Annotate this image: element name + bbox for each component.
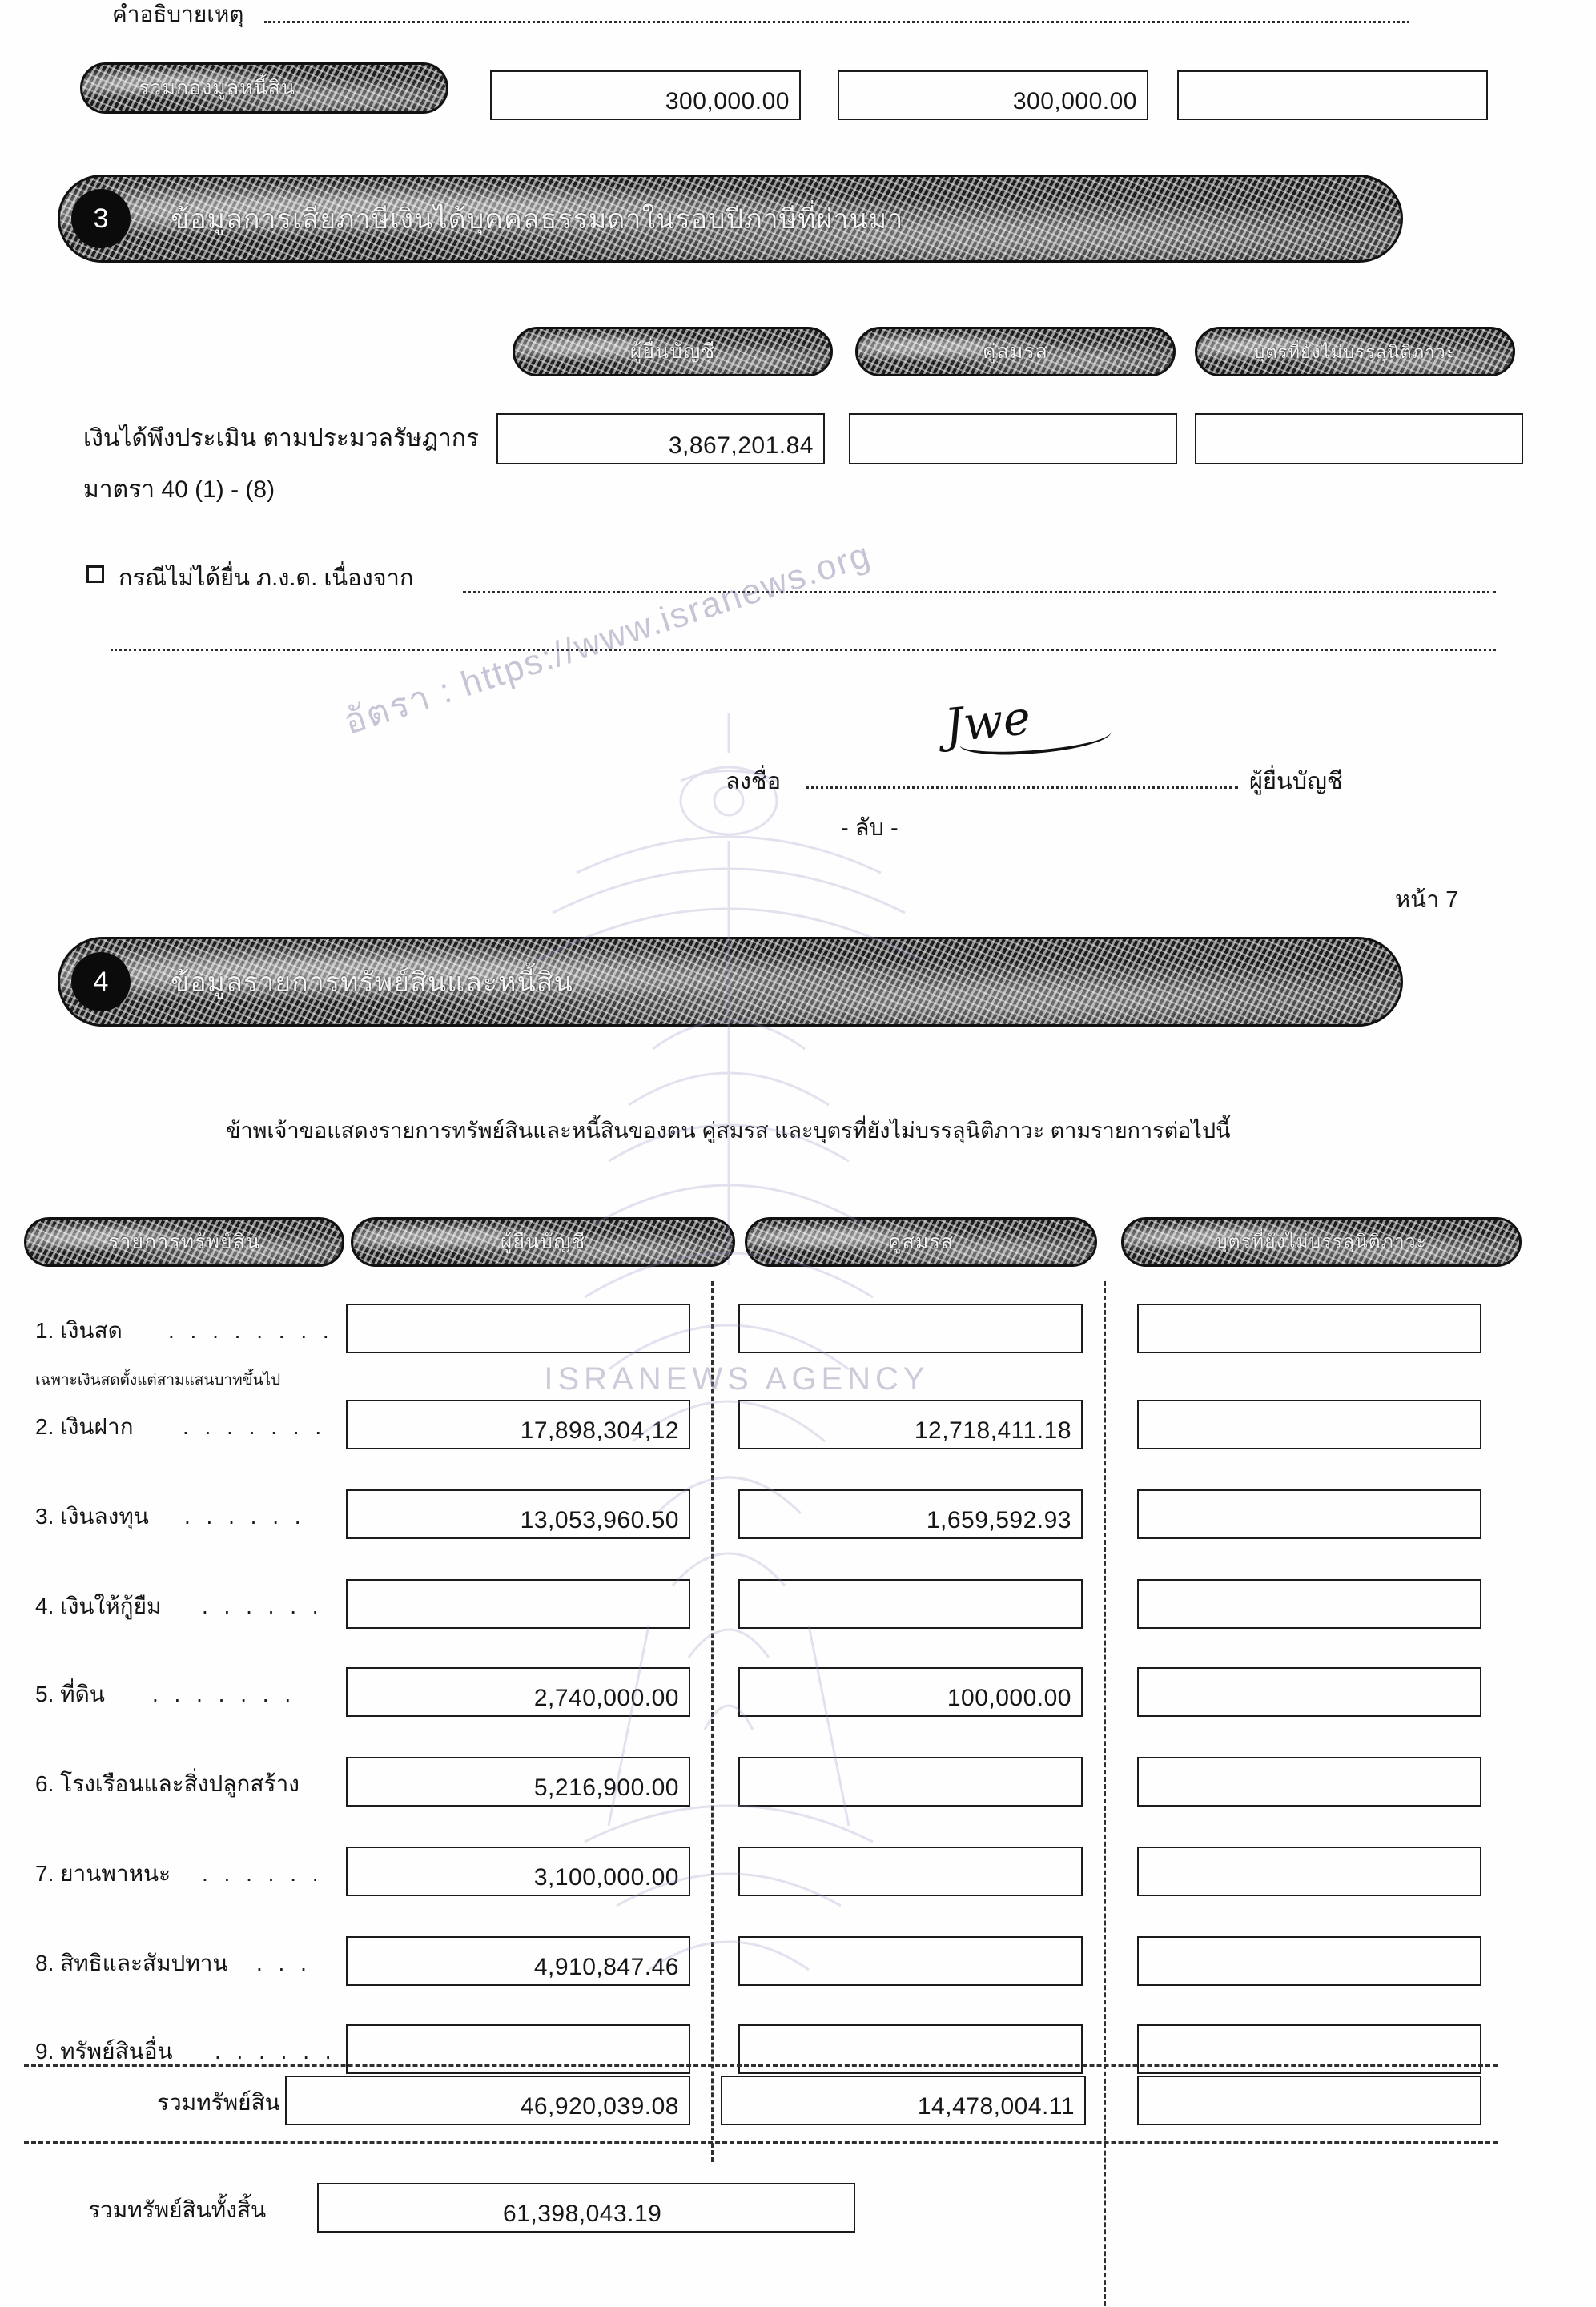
section-4-intro: ข้าพเจ้าขอแสดงรายการทรัพย์สินและหนี้สินของตน คู่สมรส และบุตรที่ยังไม่บรรลุนิติภาวะ ตามรายการต่อไปนี้ xyxy=(226,1119,1231,1143)
total-assets-spouse-box[interactable]: 14,478,004.11 xyxy=(721,2076,1086,2125)
total-debt-spouse-value: 300,000.00 xyxy=(1012,88,1137,115)
no-filing-note: กรณีไม่ได้ยื่น ภ.ง.ด. เนื่องจาก xyxy=(119,565,414,591)
asset-row-5-self-box[interactable]: 2,740,000.00 xyxy=(346,1667,690,1717)
asset-row-3-children-box[interactable] xyxy=(1137,1489,1481,1539)
total-assets-label: รวมทรัพย์สิน xyxy=(157,2090,280,2115)
section-4-title: ข้อมูลรายการทรัพย์สินและหนี้สิน xyxy=(171,967,573,998)
total-debt-self-value: 300,000.00 xyxy=(665,88,790,115)
asset-row-8-label: 8. สิทธิและสัมปทาน xyxy=(35,1951,228,1975)
asset-row-1-children-box[interactable] xyxy=(1137,1304,1481,1353)
asset-row-5-children-box[interactable] xyxy=(1137,1667,1481,1717)
total-assets-divider-bottom xyxy=(24,2141,1498,2144)
section-4-header xyxy=(58,937,1403,1027)
section-3-col-spouse: คู่สมรส xyxy=(855,327,1176,376)
section-3-header xyxy=(58,175,1403,263)
income-spouse-box[interactable] xyxy=(849,413,1177,464)
asset-row-5-label: 5. ที่ดิน xyxy=(35,1682,105,1706)
total-debt-self-box[interactable] xyxy=(490,70,801,120)
asset-row-7-leader: . . . . . . xyxy=(202,1861,324,1886)
no-filing-dotted-line-1 xyxy=(463,591,1496,593)
asset-row-1-self-box[interactable] xyxy=(346,1304,690,1353)
asset-row-6-spouse-box[interactable] xyxy=(738,1757,1083,1807)
asset-row-3-spouse-box[interactable]: 1,659,592.93 xyxy=(738,1489,1083,1539)
income-label-line2: มาตรา 40 (1) - (8) xyxy=(83,476,275,503)
asset-row-7-children-box[interactable] xyxy=(1137,1847,1481,1896)
asset-row-2-children-box[interactable] xyxy=(1137,1400,1481,1449)
grand-total-box[interactable]: 61,398,043.19 xyxy=(317,2183,855,2233)
asset-row-3-label: 3. เงินลงทุน xyxy=(35,1504,149,1529)
asset-row-8-leader: . . . xyxy=(256,1951,312,1975)
asset-row-6-children-box[interactable] xyxy=(1137,1757,1481,1807)
assets-col-spouse: คู่สมรส xyxy=(745,1217,1097,1267)
asset-row-3-leader: . . . . . . xyxy=(184,1504,306,1529)
assets-col-item: รายการทรัพย์สิน xyxy=(24,1217,344,1267)
reason-dotted-line xyxy=(264,21,1409,23)
asset-row-2-self-box[interactable]: 17,898,304,12 xyxy=(346,1400,690,1449)
asset-row-8-children-box[interactable] xyxy=(1137,1936,1481,1986)
watermark-url: อัตรา : https://www.isranews.org xyxy=(339,534,876,743)
asset-row-9-leader: . . . . . . xyxy=(215,2039,336,2064)
secret-mark: - ลับ - xyxy=(841,815,899,841)
income-self-box[interactable] xyxy=(496,413,825,464)
signature-mark: Jwe xyxy=(942,681,1112,762)
total-debt-children-box[interactable] xyxy=(1177,70,1488,120)
assets-divider-right xyxy=(1104,1281,1106,2306)
assets-col-children: บุตรที่ยังไม่บรรลุนิติภาวะ xyxy=(1121,1217,1522,1267)
reason-label: คำอธิบายเหตุ xyxy=(112,2,244,26)
asset-row-4-label: 4. เงินให้กู้ยืม xyxy=(35,1594,162,1618)
no-filing-dotted-line-2 xyxy=(111,649,1496,651)
watermark-agency: ISRANEWS AGENCY xyxy=(544,1361,930,1397)
asset-row-6-self-box[interactable]: 5,216,900.00 xyxy=(346,1757,690,1807)
asset-row-5-spouse-box[interactable]: 100,000.00 xyxy=(738,1667,1083,1717)
asset-row-7-spouse-box[interactable] xyxy=(738,1847,1083,1896)
asset-row-4-spouse-box[interactable] xyxy=(738,1579,1083,1629)
page-number: หน้า 7 xyxy=(1395,887,1459,913)
asset-row-1-spouse-box[interactable] xyxy=(738,1304,1083,1353)
assets-divider-left xyxy=(711,1281,714,2162)
asset-row-1-leader: . . . . . . . . xyxy=(168,1318,334,1343)
total-assets-children-box[interactable] xyxy=(1137,2076,1481,2125)
total-debt-spouse-box[interactable] xyxy=(838,70,1148,120)
income-self-value: 3,867,201.84 xyxy=(668,432,814,459)
section-3-col-children: บุตรที่ยังไม่บรรลุนิติภาวะ xyxy=(1195,327,1515,376)
asset-row-5-leader: . . . . . . . xyxy=(152,1682,296,1706)
asset-row-2-spouse-box[interactable]: 12,718,411.18 xyxy=(738,1400,1083,1449)
asset-row-3-self-box[interactable]: 13,053,960.50 xyxy=(346,1489,690,1539)
section-3-col-self: ผู้ยื่นบัญชี xyxy=(513,327,833,376)
income-children-box[interactable] xyxy=(1195,413,1523,464)
grand-total-label: รวมทรัพย์สินทั้งสิ้น xyxy=(88,2197,267,2222)
signature-dotted-line xyxy=(806,786,1238,789)
signature-role: ผู้ยื่นบัญชี xyxy=(1249,769,1343,794)
asset-row-1-label: 1. เงินสด xyxy=(35,1318,123,1343)
asset-row-4-leader: . . . . . . xyxy=(202,1594,324,1618)
cash-note: เฉพาะเงินสดตั้งแต่สามแสนบาทขึ้นไป xyxy=(35,1372,281,1389)
asset-row-9-label: 9. ทรัพย์สินอื่น xyxy=(35,2039,173,2064)
asset-row-7-self-box[interactable]: 3,100,000.00 xyxy=(346,1847,690,1896)
total-assets-self-box[interactable]: 46,920,039.08 xyxy=(285,2076,690,2125)
asset-row-7-label: 7. ยานพาหนะ xyxy=(35,1861,171,1886)
asset-row-8-spouse-box[interactable] xyxy=(738,1936,1083,1986)
total-assets-divider-top xyxy=(24,2064,1498,2067)
section-3-title: ข้อมูลการเสียภาษีเงินได้บุคคลธรรมดาในรอบปีภาษีที่ผ่านมา xyxy=(171,204,904,235)
total-debt-label-bar: รวมกองมูลหนี้สิน xyxy=(80,62,448,114)
asset-row-4-children-box[interactable] xyxy=(1137,1579,1481,1629)
signature-label: ลงชื่อ xyxy=(726,769,782,794)
asset-row-4-self-box[interactable] xyxy=(346,1579,690,1629)
assets-col-self: ผู้ยื่นบัญชี xyxy=(351,1217,735,1267)
asset-row-6-label: 6. โรงเรือนและสิ่งปลูกสร้าง xyxy=(35,1771,300,1796)
no-filing-checkbox[interactable] xyxy=(86,565,104,583)
asset-row-8-self-box[interactable]: 4,910,847.46 xyxy=(346,1936,690,1986)
asset-row-2-label: 2. เงินฝาก xyxy=(35,1414,134,1439)
income-label-line1: เงินได้พึงประเมิน ตามประมวลรัษฎากร xyxy=(83,425,480,452)
section-3-number: 3 xyxy=(71,189,131,248)
asset-row-2-leader: . . . . . . . xyxy=(183,1414,327,1439)
section-4-number: 4 xyxy=(71,952,131,1011)
